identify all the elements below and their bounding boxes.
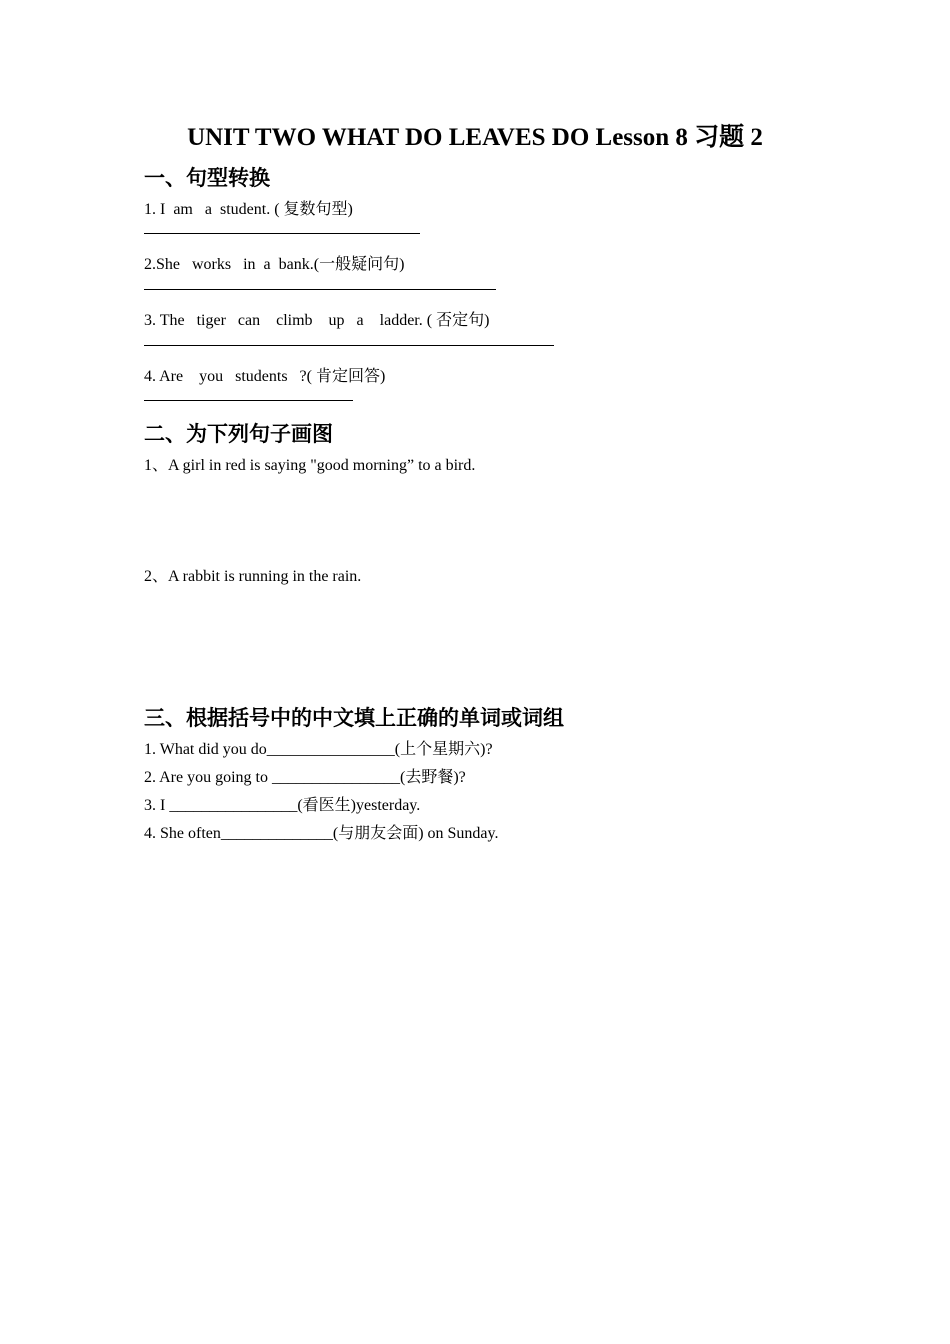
section-heading-fill-in-blanks: 三、根据括号中的中文填上正确的单词或词组 bbox=[144, 706, 564, 730]
exercise-item: 1. What did you do________________(上个星期六)? bbox=[144, 741, 493, 758]
exercise-item: 2、A rabbit is running in the rain. bbox=[144, 568, 362, 585]
exercise-item: 3. The tiger can climb up a ladder. ( 否定句) bbox=[144, 312, 490, 329]
exercise-item: 2.She works in a bank.(一般疑问句) bbox=[144, 256, 405, 273]
exercise-item: 4. Are you students ?( 肯定回答) bbox=[144, 368, 386, 385]
exercise-item: 1、A girl in red is saying "good morning” to a bird. bbox=[144, 457, 476, 474]
exercise-item: 3. I ________________(看医生)yesterday. bbox=[144, 797, 421, 814]
exercise-item: 1. I am a student. ( 复数句型) bbox=[144, 201, 353, 218]
exercise-item: 4. She often______________(与朋友会面) on Sunday. bbox=[144, 825, 499, 842]
section-heading-sentence-conversion: 一、句型转换 bbox=[144, 166, 270, 190]
answer-blank-line bbox=[144, 400, 353, 401]
answer-blank-line bbox=[144, 233, 420, 234]
answer-blank-line bbox=[144, 289, 496, 290]
section-heading-draw-pictures: 二、为下列句子画图 bbox=[144, 422, 333, 446]
exercise-item: 2. Are you going to ________________(去野餐)? bbox=[144, 769, 466, 786]
answer-blank-line bbox=[144, 345, 554, 346]
document-title: UNIT TWO WHAT DO LEAVES DO Lesson 8 习题 2 bbox=[187, 124, 763, 151]
